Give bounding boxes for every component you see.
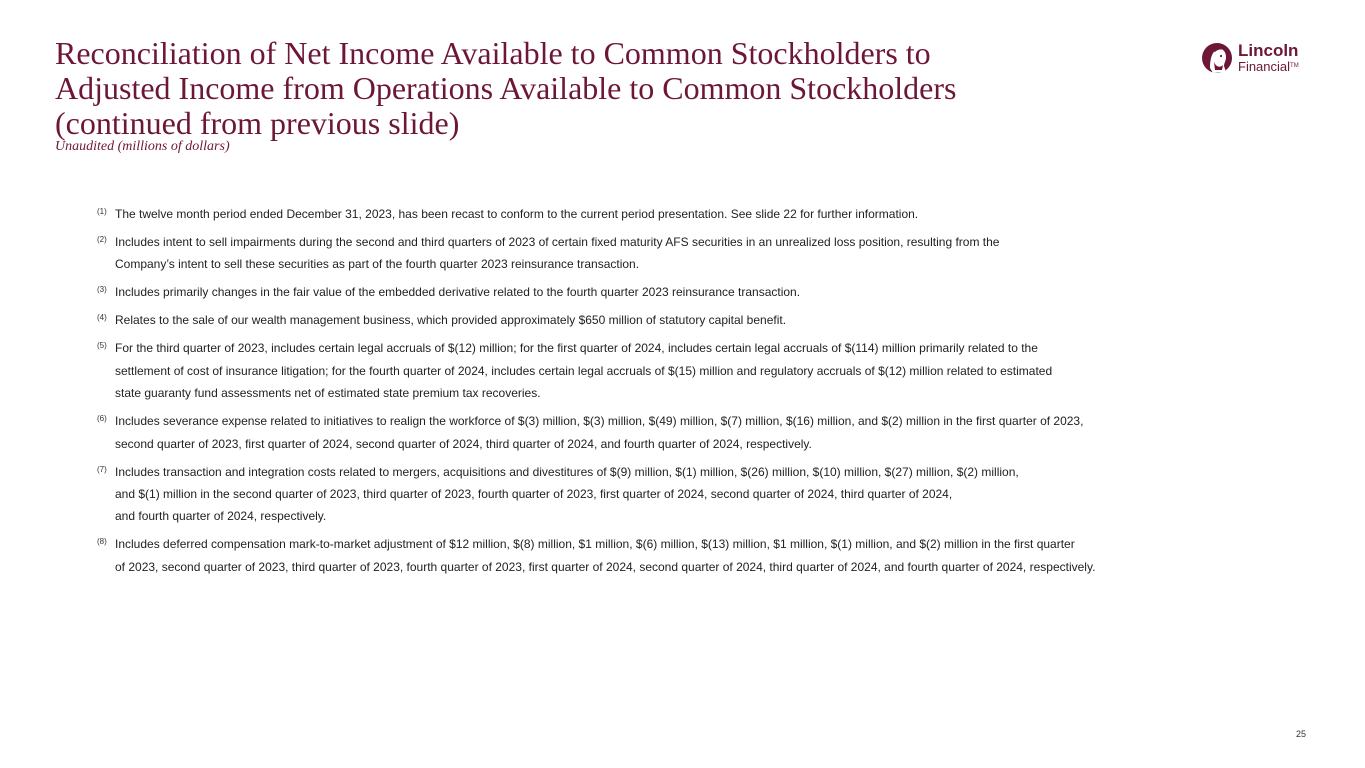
footnote [97, 309, 1095, 331]
footnote-marker: (7) [97, 464, 107, 474]
footnote-marker: (5) [97, 341, 107, 351]
footnote-text: Includes transaction and integration costs related to mergers, acquisitions and divestitures of $(9) million, $(1) million, $(26) million, $(10) million, $(27) million, $(2) million, [115, 464, 1019, 479]
footnote [97, 203, 1095, 225]
footnote-text: The twelve month period ended December 31, 2023, has been recast to conform to the current period presentation. See slide 22 for further information. [115, 207, 919, 221]
footnote-marker: (3) [97, 285, 107, 295]
footnote-text: Includes severance expense related to initiatives to realign the workforce of $(3) million, $(3) million, $(49) million, $(7) million, $(16) million, and $(2) million in the first quarter of 2023, [115, 414, 1084, 429]
page-title [55, 36, 1105, 141]
title-line: (continued from previous slide) [55, 105, 460, 141]
footnote-text: second quarter of 2023, first quarter of 2024, second quarter of 2024, third quarter of 2024, and fourth quarter of 2024, respectively. [115, 436, 812, 451]
lincoln-financial-logo [1201, 38, 1313, 78]
footnote-text: For the third quarter of 2023, includes certain legal accruals of $(12) million; for the first quarter of 2024, includes certain legal accruals of $(114) million primarily related to the [115, 341, 1038, 356]
footnote-marker: (8) [97, 537, 107, 547]
footnote-text: and fourth quarter of 2024, respectively. [115, 509, 327, 524]
page-number: 25 [1296, 729, 1307, 739]
footnote-text: state guaranty fund assessments net of estimated state premium tax recoveries. [115, 386, 541, 401]
footnote [97, 533, 1095, 578]
footnote-marker: (4) [97, 313, 107, 323]
footnote [97, 231, 1095, 276]
footnote-text: of 2023, second quarter of 2023, third quarter of 2023, fourth quarter of 2023, first quarter of 2024, second quarter of 2024, third quarter of 2024, and fourth quarter of 2024, respectively. [115, 559, 1096, 574]
footnote-text: Company’s intent to sell these securities as part of the fourth quarter 2023 reinsurance transaction. [115, 257, 640, 272]
footnote-text: Includes primarily changes in the fair value of the embedded derivative related to the fourth quarter 2023 reinsurance transaction. [115, 285, 801, 300]
lincoln-portrait-icon [1201, 38, 1235, 78]
footnote [97, 281, 1095, 303]
footnote-text: and $(1) million in the second quarter of 2023, third quarter of 2023, fourth quarter of 2023, first quarter of 2024, second quarter of 2024, third quarter of 2024, [115, 487, 953, 502]
footnote [97, 337, 1095, 404]
footnote-marker: (6) [97, 414, 107, 424]
footnote-text: settlement of cost of insurance litigation; for the fourth quarter of 2024, includes certain legal accruals of $(15) million and regulatory accruals of $(12) million related to estimated [115, 363, 1053, 378]
page-subtitle: Unaudited (millions of dollars) [55, 139, 230, 154]
logo-sub-text: Financial [1238, 59, 1291, 74]
footnote-marker: (2) [97, 235, 107, 244]
footnote-text: Includes intent to sell impairments during the second and third quarters of 2023 of certain fixed maturity AFS securities in an unrealized loss position, resulting from the [115, 235, 1000, 249]
footnote [97, 410, 1095, 455]
logo-sub [1238, 59, 1299, 74]
logo-name: Lincoln [1238, 41, 1299, 60]
logo-trademark: TM [1290, 63, 1299, 69]
footnote-text: Relates to the sale of our wealth management business, which provided approximately $650 million of statutory capital benefit. [115, 313, 787, 328]
title-line: Reconciliation of Net Income Available to Common Stockholders to [55, 35, 931, 71]
footnote-text: Includes deferred compensation mark-to-market adjustment of $12 million, $(8) million, $1 million, $(6) million, $(13) million, $1 million, $(1) million, and $(2) million in the first quarter [115, 537, 1075, 552]
title-line: Adjusted Income from Operations Available to Common Stockholders [55, 70, 957, 106]
footnote-marker: (1) [97, 207, 107, 216]
footnotes [97, 203, 1095, 584]
footnote [97, 461, 1095, 528]
